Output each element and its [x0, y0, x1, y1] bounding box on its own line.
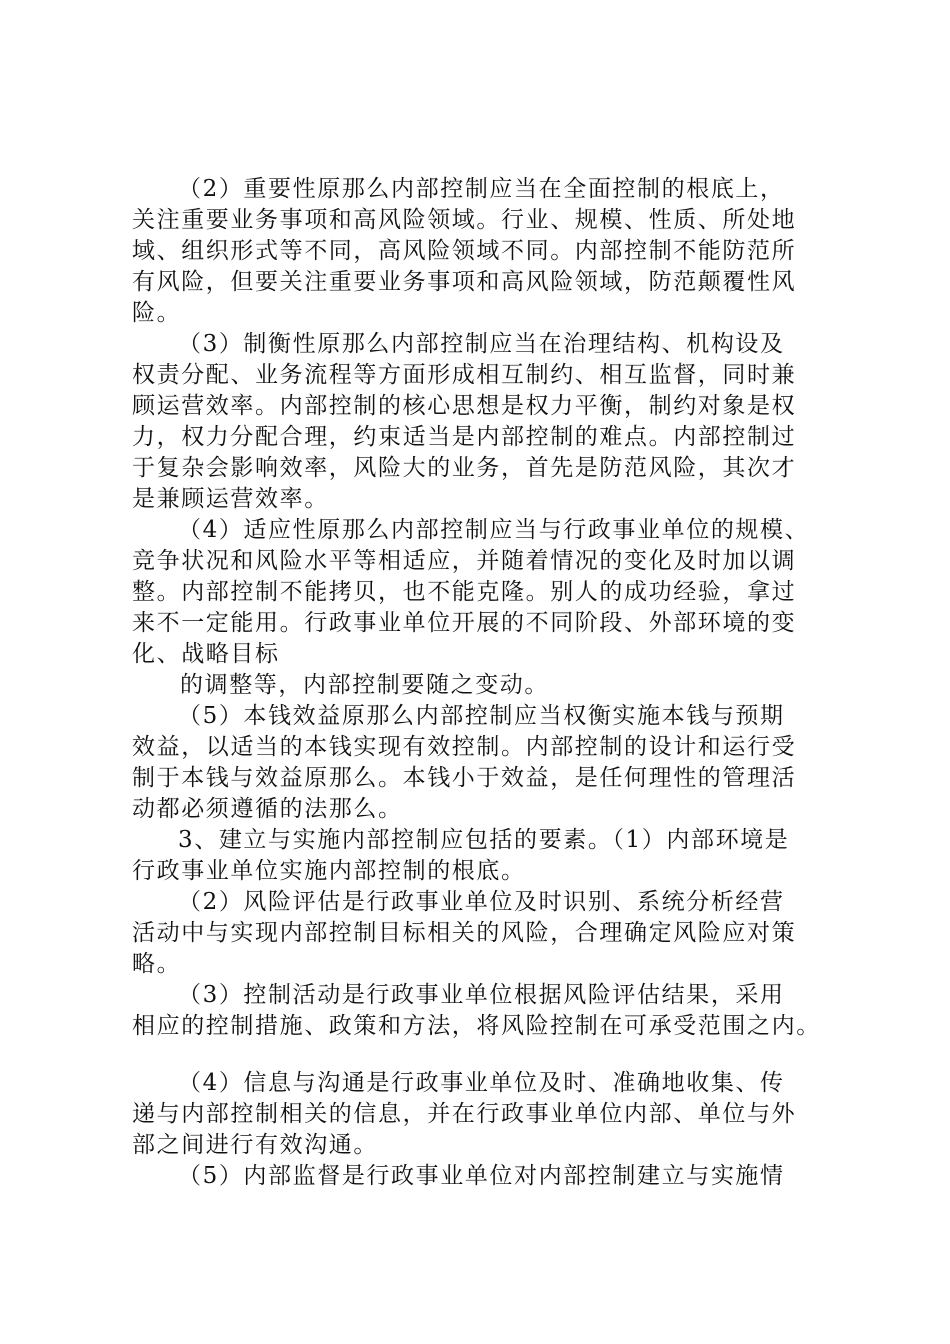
text-line: （3）控制活动是行政事业单位根据风险评估结果，采用 — [178, 982, 785, 1008]
text-line: 的调整等，内部控制要随之变动。 — [180, 672, 549, 698]
text-line: （4）适应性原那么内部控制应当与行政事业单位的规模、 — [178, 517, 810, 543]
text-line: （5）本钱效益原那么内部控制应当权衡实施本钱与预期 — [178, 703, 785, 729]
text-line: 略。 — [132, 951, 182, 977]
text-line: 域、组织形式等不同，高风险领域不同。内部控制不能防范所 — [132, 238, 797, 264]
text-line: 化、战略目标 — [132, 641, 280, 667]
text-line: 相应的控制措施、政策和方法，将风险控制在可承受范围之内。 — [132, 1013, 821, 1039]
text-line: （5）内部监督是行政事业单位对内部控制建立与实施情 — [178, 1163, 785, 1189]
text-line: 3、建立与实施内部控制应包括的要素。（1）内部环境是 — [178, 827, 790, 853]
text-line: 行政事业单位实施内部控制的根底。 — [132, 858, 526, 884]
text-line: 部之间进行有效沟通。 — [132, 1132, 378, 1158]
text-line: 险。 — [132, 300, 182, 326]
text-line: 动都必须遵循的法那么。 — [132, 796, 403, 822]
text-line: 顾运营效率。内部控制的核心思想是权力平衡，制约对象是权 — [132, 393, 797, 419]
text-line: 关注重要业务事项和高风险领域。行业、规模、性质、所处地 — [132, 207, 797, 233]
text-line: 权责分配、业务流程等方面形成相互制约、相互监督，同时兼 — [132, 362, 797, 388]
text-line: 制于本钱与效益原那么。本钱小于效益，是任何理性的管理活 — [132, 765, 797, 791]
text-line: 有风险，但要关注重要业务事项和高风险领域，防范颠覆性风 — [132, 269, 797, 295]
text-line: 递与内部控制相关的信息，并在行政事业单位内部、单位与外 — [132, 1101, 797, 1127]
text-line: 活动中与实现内部控制目标相关的风险，合理确定风险应对策 — [132, 920, 797, 946]
text-line: 来不一定能用。行政事业单位开展的不同阶段、外部环境的变 — [132, 610, 797, 636]
text-line: （4）信息与沟通是行政事业单位及时、准确地收集、传 — [178, 1070, 785, 1096]
text-line: 整。内部控制不能拷贝，也不能克隆。别人的成功经验，拿过 — [132, 579, 797, 605]
text-line: 竞争状况和风险水平等相适应，并随着情况的变化及时加以调 — [132, 548, 797, 574]
text-line: （2）风险评估是行政事业单位及时识别、系统分析经营 — [178, 889, 785, 915]
text-line: 是兼顾运营效率。 — [132, 486, 329, 512]
text-line: 于复杂会影响效率，风险大的业务，首先是防范风险，其次才 — [132, 455, 797, 481]
text-line: 效益，以适当的本钱实现有效控制。内部控制的设计和运行受 — [132, 734, 797, 760]
text-line: （2）重要性原那么内部控制应当在全面控制的根底上， — [178, 176, 785, 202]
text-line: （3）制衡性原那么内部控制应当在治理结构、机构设及 — [178, 331, 785, 357]
text-line: 力，权力分配合理，约束适当是内部控制的难点。内部控制过 — [132, 424, 797, 450]
